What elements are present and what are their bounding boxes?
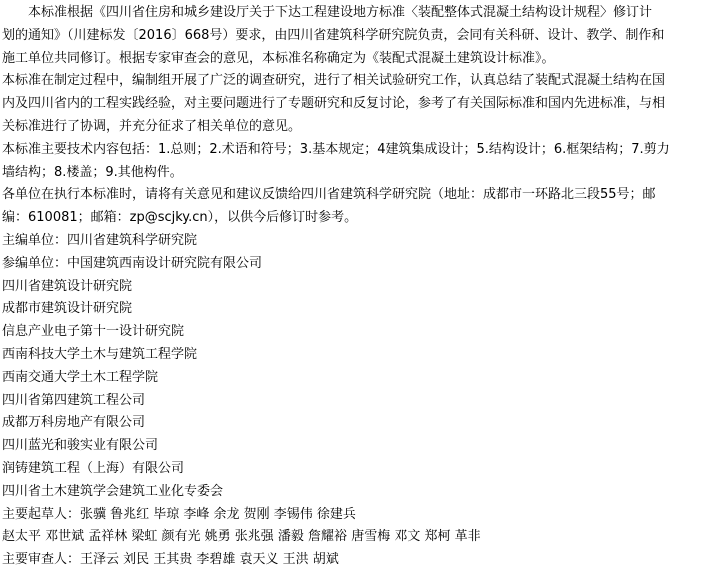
main-drafters-continued: 赵太平 邓世斌 孟祥林 梁虹 颜有光 姚勇 张兆强 潘毅 詹耀裕 唐雪梅 邓文 郑柯 革非: [2, 529, 481, 545]
text-line: 划的通知》（川建标发〔2016〕668号）要求，由四川省建筑科学研究院负责，会同有关科研、设计、教学、制作和: [2, 27, 665, 43]
participating-unit: 西南科技大学土木与建筑工程学院: [2, 346, 198, 362]
text-line: 编：610081；邮箱：zp@scjky.cn），以供今后修订时参考。: [2, 210, 358, 226]
text-line: 内及四川省内的工程实践经验，对主要问题进行了专题研究和反复讨论，参考了有关国际标准和国内先进标准，与相: [2, 96, 666, 112]
participating-unit: 四川省第四建筑工程公司: [2, 392, 146, 408]
participating-unit: 四川省建筑设计研究院: [2, 278, 133, 294]
text-line: 本标准在制定过程中，编制组开展了广泛的调查研究，进行了相关试验研究工作，认真总结了装配式混凝土结构在国: [2, 73, 666, 89]
text-line: 各单位在执行本标准时，请将有关意见和建议反馈给四川省建筑科学研究院（地址：成都市一环路北三段55号；邮: [2, 187, 656, 203]
participating-unit: 四川省土木建筑学会建筑工业化专委会: [2, 483, 224, 499]
participating-unit: 信息产业电子第十一设计研究院: [2, 324, 185, 340]
chief-editor-unit: 主编单位：四川省建筑科学研究院: [2, 232, 198, 248]
main-drafters: 主要起草人：张骥 鲁兆红 毕琼 李峰 余龙 贺刚 李锡伟 徐建兵: [2, 506, 356, 522]
participating-unit: 成都万科房地产有限公司: [2, 415, 146, 431]
text-line: 本标准主要技术内容包括：1.总则；2.术语和符号；3.基本规定；4建筑集成设计；5.结构设计；6.框架结构；7.剪力: [2, 141, 670, 157]
participating-unit: 成都市建筑设计研究院: [2, 301, 133, 317]
participating-unit: 参编单位：中国建筑西南设计研究院有限公司: [2, 255, 263, 271]
participating-unit: 西南交通大学土木工程学院: [2, 369, 159, 385]
text-line: 墙结构；8.楼盖；9.其他构件。: [2, 164, 183, 180]
text-line: 本标准根据《四川省住房和城乡建设厅关于下达工程建设地方标准〈装配整体式混凝土结构设计规程〉修订计: [28, 5, 653, 20]
text-line: 关标准进行了协调，并充分征求了相关单位的意见。: [2, 118, 302, 134]
text-line: 施工单位共同修订。根据专家审查会的意见，本标准名称确定为《装配式混凝土建筑设计标准》。: [2, 50, 555, 66]
participating-unit: 四川蓝光和骏实业有限公司: [2, 438, 159, 454]
main-reviewers: 主要审查人：王泽云 刘民 王其贵 李碧雄 袁天义 王洪 胡斌: [2, 552, 339, 568]
participating-unit: 润铸建筑工程（上海）有限公司: [2, 460, 185, 476]
